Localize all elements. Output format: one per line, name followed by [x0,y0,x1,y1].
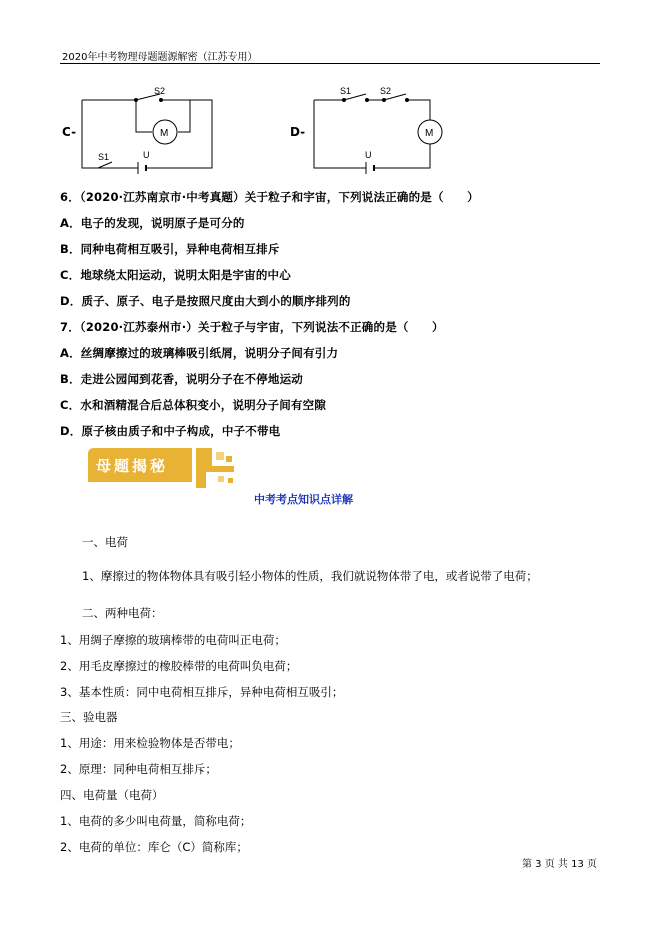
note-basic-property: 3、基本性质：同中电荷相互排斥，异种电荷相互吸引； [60,685,344,699]
section-banner [88,448,240,490]
heading-charge: 一、电荷 [82,535,128,549]
section-title: 中考考点知识点详解 [254,493,353,506]
circuit-d-s2-label: S2 [380,86,392,96]
page-number: 第 3 页 共 13 页 [522,859,597,870]
circuit-c-s2-label: S2 [154,86,166,96]
circuit-d-source-label: U [365,150,372,160]
heading-charge-quantity: 四、电荷量（电荷） [60,788,164,802]
question-6-option-b: B．同种电荷相互吸引，异种电荷相互排斥 [60,242,280,256]
question-6-stem: 6．（2020·江苏南京市·中考真题）关于粒子和宇宙，下列说法正确的是（ ） [60,190,479,204]
question-7-stem: 7．（2020·江苏泰州市·）关于粒子与宇宙，下列说法不正确的是（ ） [60,320,444,334]
option-c-label: C- [62,125,77,139]
note-charge-quantity-definition: 1、电荷的多少叫电荷量，简称电荷； [60,814,252,828]
page-header: 2020年中考物理母题题源解密（江苏专用） [62,52,258,63]
question-6-option-c: C．地球绕太阳运动，说明太阳是宇宙的中心 [60,268,291,282]
question-7-option-d: D．原子核由质子和中子构成，中子不带电 [60,424,281,438]
note-electroscope-principle: 2、原理：同种电荷相互排斥； [60,762,217,776]
circuit-d-diagram [312,84,447,176]
circuit-c-motor-label: M [160,128,169,139]
question-7-option-a: A．丝绸摩擦过的玻璃棒吸引纸屑，说明分子间有引力 [60,346,339,360]
question-6-option-d: D．质子、原子、电子是按照尺度由大到小的顺序排列的 [60,294,351,308]
banner-label: 母题揭秘 [96,457,169,475]
heading-electroscope: 三、验电器 [60,710,118,724]
question-6-option-a: A．电子的发现，说明原子是可分的 [60,216,245,230]
header-divider [60,63,600,64]
circuit-d-motor-label: M [425,128,434,139]
note-charge-definition: 1、摩擦过的物体物体具有吸引轻小物体的性质，我们就说物体带了电，或者说带了电荷； [82,569,538,583]
note-negative-charge: 2、用毛皮摩擦过的橡胶棒带的电荷叫负电荷； [60,659,298,673]
question-7-option-b: B．走进公园闻到花香，说明分子在不停地运动 [60,372,303,386]
circuit-d-s1-label: S1 [340,86,352,96]
note-charge-unit: 2、电荷的单位：库仑（C）简称库； [60,840,248,854]
note-electroscope-use: 1、用途：用来检验物体是否带电； [60,736,240,750]
heading-two-charges: 二、两种电荷： [82,606,163,620]
note-positive-charge: 1、用绸子摩擦的玻璃棒带的电荷叫正电荷； [60,633,286,647]
circuit-c-source-label: U [143,150,150,160]
circuit-c-s1-label: S1 [98,152,110,162]
option-d-label: D- [290,125,306,139]
circuit-c-diagram [80,84,215,176]
question-7-option-c: C．水和酒精混合后总体积变小，说明分子间有空隙 [60,398,327,412]
